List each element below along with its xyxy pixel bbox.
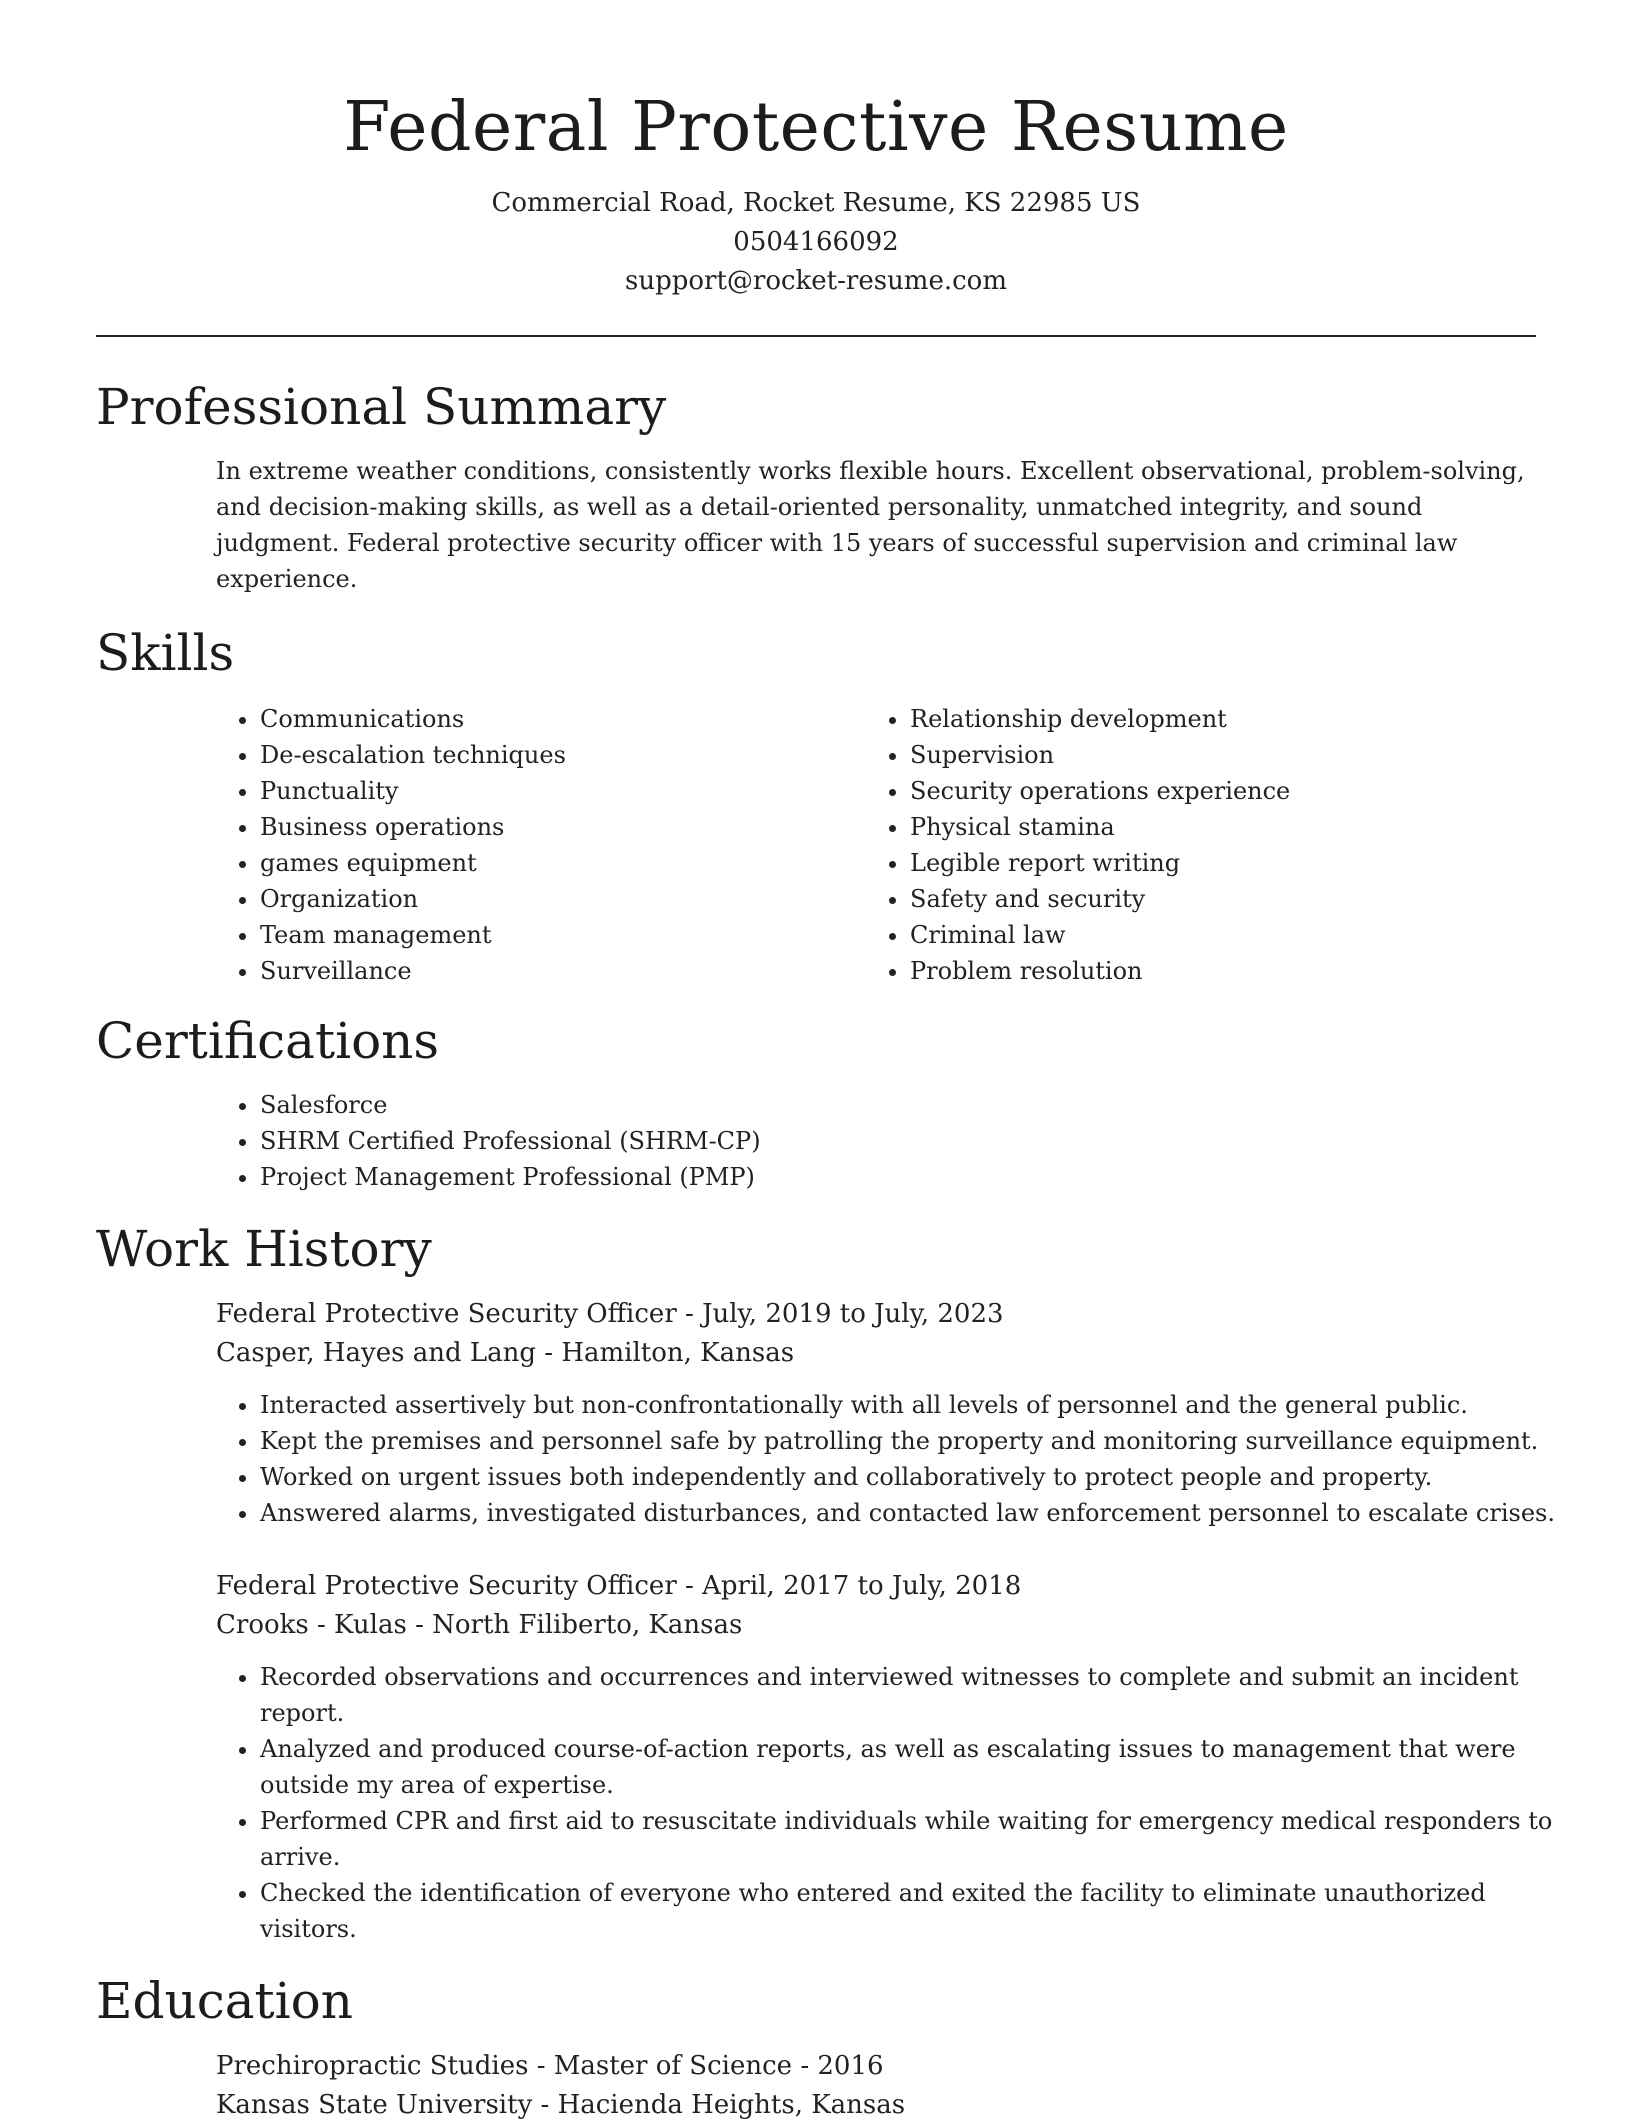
job-company: Crooks - Kulas - North Filiberto, Kansas	[216, 1610, 743, 1640]
job-title: Federal Protective Security Officer - July, 2019 to July, 2023	[216, 1299, 1004, 1329]
list-item: • Problem resolution	[910, 953, 1516, 989]
list-item: • Interacted assertively but non-confrontationally with all levels of personnel and the general public.	[260, 1387, 1580, 1423]
summary-heading: Professional Summary	[96, 378, 667, 436]
contact-phone: 0504166092	[733, 227, 899, 257]
skills-list-right	[866, 701, 1516, 989]
education-degree: Prechiropractic Studies - Master of Science - 2016	[216, 2051, 884, 2081]
list-item: • Safety and security	[910, 881, 1516, 917]
list-item: • Performed CPR and first aid to resuscitate individuals while waiting for emergency medical responders to arrive.	[260, 1803, 1580, 1875]
list-item: • Worked on urgent issues both independently and collaboratively to protect people and property.	[260, 1459, 1580, 1495]
education-school: Kansas State University - Hacienda Heights, Kansas	[216, 2090, 906, 2120]
list-item: • Legible report writing	[910, 845, 1516, 881]
skills-column-right	[866, 701, 1516, 989]
list-item: • Organization	[260, 881, 866, 917]
resume-page	[96, 0, 1555, 2125]
education-entry	[216, 2047, 1536, 2125]
job-title: Federal Protective Security Officer - April, 2017 to July, 2018	[216, 1571, 1022, 1601]
list-item: • Communications	[260, 701, 866, 737]
list-item: • Analyzed and produced course-of-action reports, as well as escalating issues to management that were outside my area of expertise.	[260, 1731, 1580, 1803]
list-item: • Checked the identification of everyone who entered and exited the facility to eliminate unauthorized visitors.	[260, 1875, 1580, 1947]
job-entry	[216, 1295, 1555, 1531]
list-item: • Criminal law	[910, 917, 1516, 953]
education-heading: Education	[96, 1972, 353, 2030]
job-company: Casper, Hayes and Lang - Hamilton, Kansas	[216, 1338, 795, 1368]
contact-block	[96, 184, 1536, 301]
list-item: • Kept the premises and personnel safe by patrolling the property and monitoring surveillance equipment.	[260, 1423, 1580, 1459]
skills-column-left	[216, 701, 866, 989]
list-item: • games equipment	[260, 845, 866, 881]
skills-grid	[216, 701, 1536, 989]
summary-text: In extreme weather conditions, consistently works flexible hours. Excellent observational, problem-solving, and decision-making skills, as well as a detail-oriented personality, unmatched integrity, and sound judgment. Federal protective security officer with 15 years of successful supervision and criminal law experience.	[216, 457, 1525, 593]
list-item: • Project Management Professional (PMP)	[260, 1159, 1536, 1195]
skills-heading: Skills	[96, 624, 235, 682]
list-item: • Recorded observations and occurrences and interviewed witnesses to complete and submit an incident report.	[260, 1659, 1580, 1731]
list-item: • De-escalation techniques	[260, 737, 866, 773]
job-duties-list	[216, 1659, 1580, 1947]
list-item: • Surveillance	[260, 953, 866, 989]
certifications-heading: Certifications	[96, 1012, 440, 1070]
list-item: • Team management	[260, 917, 866, 953]
list-item: • Relationship development	[910, 701, 1516, 737]
contact-address: Commercial Road, Rocket Resume, KS 22985 US	[491, 188, 1141, 218]
work-history-heading: Work History	[96, 1220, 432, 1278]
list-item: • Salesforce	[260, 1087, 1536, 1123]
list-item: • Answered alarms, investigated disturbances, and contacted law enforcement personnel to escalate crises.	[260, 1495, 1580, 1531]
list-item: • Punctuality	[260, 773, 866, 809]
list-item: • Business operations	[260, 809, 866, 845]
list-item: • SHRM Certified Professional (SHRM-CP)	[260, 1123, 1536, 1159]
job-entry	[216, 1567, 1553, 1947]
header-divider	[96, 335, 1536, 337]
certifications-list	[216, 1087, 1536, 1195]
list-item: • Physical stamina	[910, 809, 1516, 845]
skills-list-left	[216, 701, 866, 989]
job-duties-list	[216, 1387, 1580, 1531]
resume-header	[96, 0, 1536, 301]
list-item: • Security operations experience	[910, 773, 1516, 809]
contact-email: support@rocket-resume.com	[624, 266, 1007, 296]
resume-name: Federal Protective Resume	[343, 88, 1289, 167]
list-item: • Supervision	[910, 737, 1516, 773]
certifications-block	[216, 1087, 1536, 1195]
